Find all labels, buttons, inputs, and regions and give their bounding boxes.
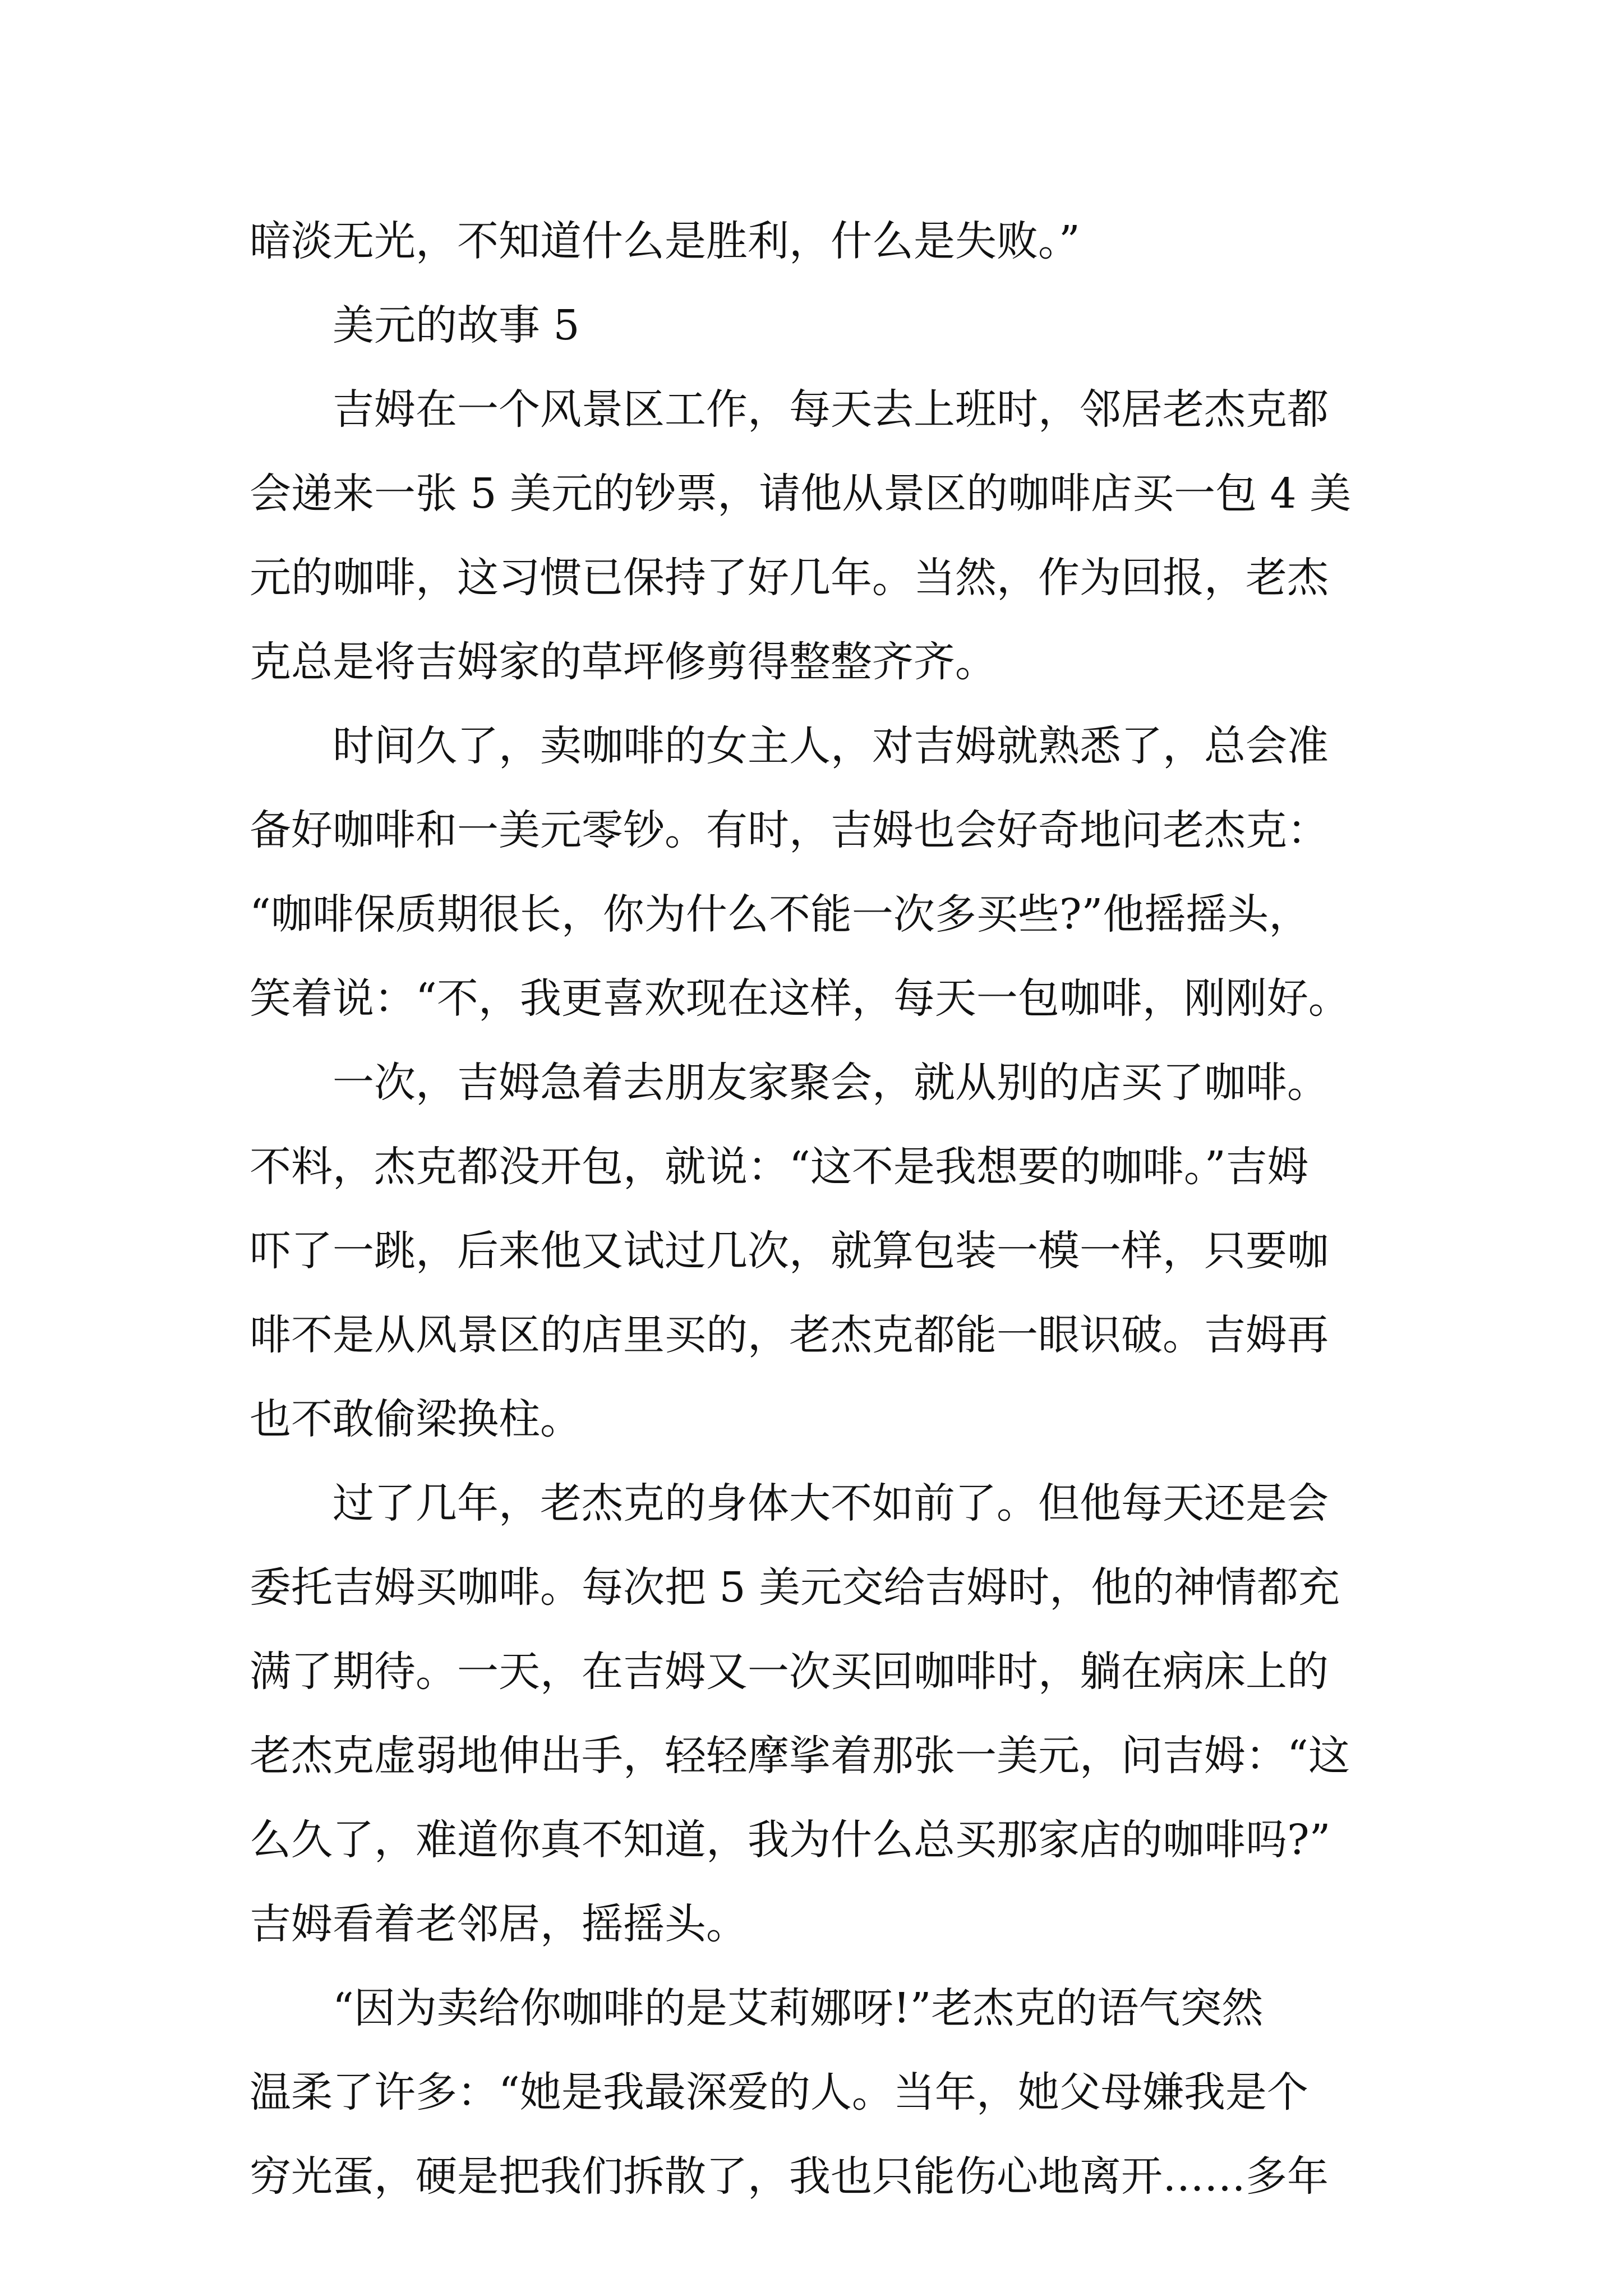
paragraph-line: 委托吉姆买咖啡。每次把 5 美元交给吉姆时，他的神情都充 bbox=[250, 1563, 1340, 1612]
paragraph-line: 会递来一张 5 美元的钞票，请他从景区的咖啡店买一包 4 美 bbox=[250, 470, 1352, 518]
paragraph-line: 备好咖啡和一美元零钞。有时，吉姆也会好奇地问老杰克： bbox=[250, 806, 1329, 854]
section-heading: 美元的故事 5 bbox=[333, 301, 580, 349]
paragraph-line: 老杰克虚弱地伸出手，轻轻摩挲着那张一美元，问吉姆：“这 bbox=[250, 1732, 1350, 1780]
paragraph-line: 时间久了，卖咖啡的女主人，对吉姆就熟悉了，总会准 bbox=[333, 722, 1329, 770]
text-line: 暗淡无光，不知道什么是胜利，什么是失败。” bbox=[250, 217, 1080, 265]
paragraph-line: 满了期待。一天，在吉姆又一次买回咖啡时，躺在病床上的 bbox=[250, 1648, 1329, 1696]
paragraph-line: 笑着说：“不，我更喜欢现在这样，每天一包咖啡，刚刚好。 bbox=[250, 974, 1350, 1023]
paragraph-line: 吉姆看着老邻居，摇摇头。 bbox=[250, 1900, 748, 1948]
paragraph-line: 吓了一跳，后来他又试过几次，就算包装一模一样，只要咖 bbox=[250, 1227, 1329, 1275]
paragraph-line: 克总是将吉姆家的草坪修剪得整整齐齐。 bbox=[250, 638, 997, 686]
paragraph-line: 元的咖啡，这习惯已保持了好几年。当然，作为回报，老杰 bbox=[250, 554, 1329, 602]
paragraph-line: 也不敢偷梁换柱。 bbox=[250, 1395, 582, 1443]
paragraph-line: 不料，杰克都没开包，就说：“这不是我想要的咖啡。”吉姆 bbox=[250, 1143, 1309, 1191]
paragraph-line: 吉姆在一个风景区工作，每天去上班时，邻居老杰克都 bbox=[333, 385, 1329, 434]
paragraph-line: 一次，吉姆急着去朋友家聚会，就从别的店买了咖啡。 bbox=[333, 1059, 1329, 1107]
paragraph-line: “咖啡保质期很长，你为什么不能一次多买些?”他摇摇头， bbox=[250, 890, 1311, 938]
paragraph-line: 么久了，难道你真不知道，我为什么总买那家店的咖啡吗?” bbox=[250, 1816, 1331, 1864]
paragraph-line: “因为卖给你咖啡的是艾莉娜呀!”老杰克的语气突然 bbox=[333, 1984, 1264, 2032]
paragraph-line: 啡不是从风景区的店里买的，老杰克都能一眼识破。吉姆再 bbox=[250, 1311, 1329, 1359]
paragraph-line: 过了几年，老杰克的身体大不如前了。但他每天还是会 bbox=[333, 1479, 1329, 1527]
paragraph-line: 温柔了许多：“她是我最深爱的人。当年，她父母嫌我是个 bbox=[250, 2068, 1308, 2116]
body-text bbox=[250, 199, 1371, 2219]
paragraph-line: 穷光蛋，硬是把我们拆散了，我也只能伤心地离开……多年 bbox=[250, 2152, 1329, 2201]
